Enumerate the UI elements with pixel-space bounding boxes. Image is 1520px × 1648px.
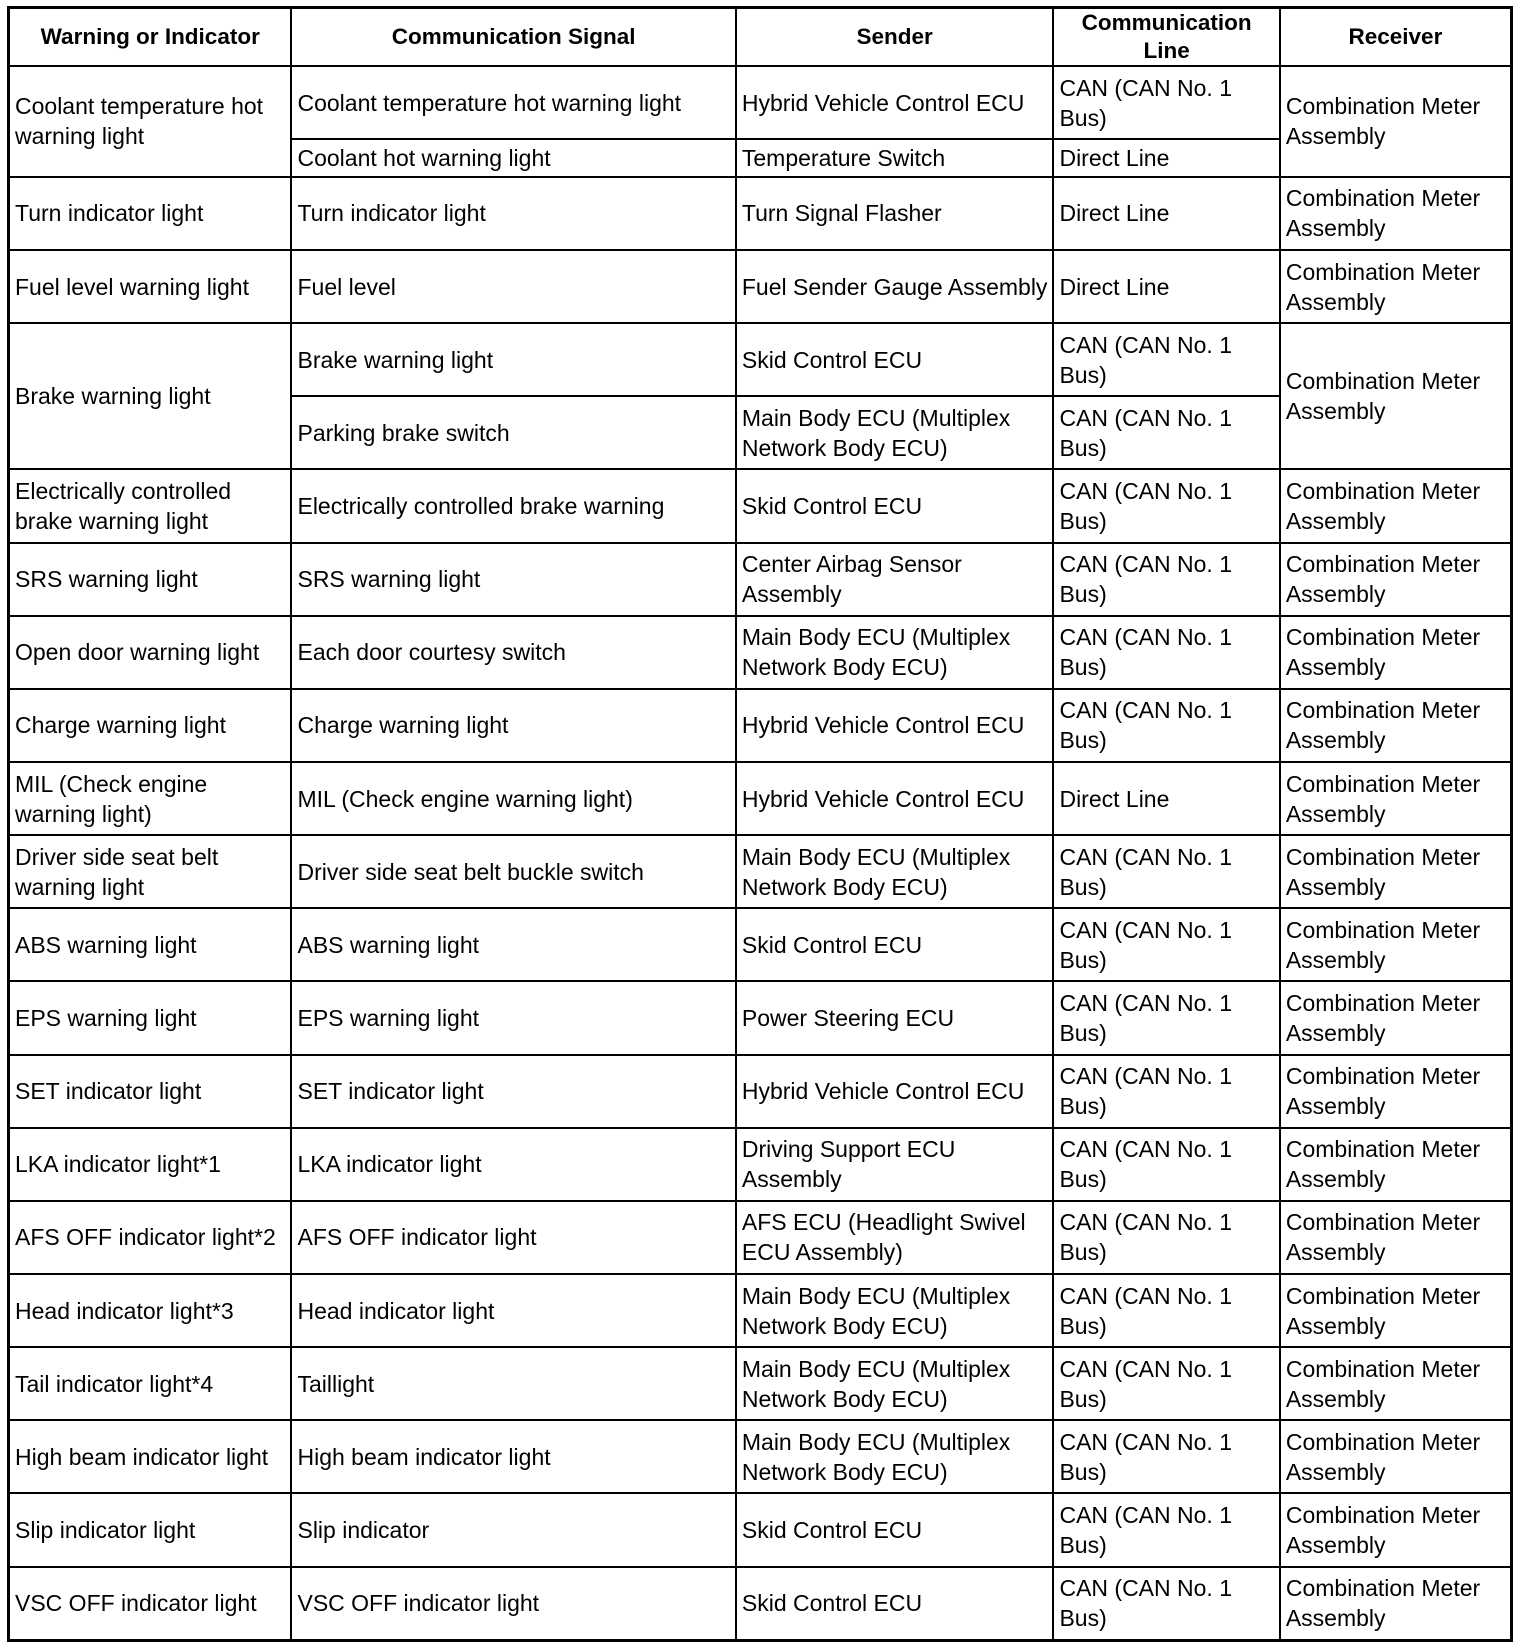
table-row [9, 1055, 1512, 1128]
line-cell: CAN (CAN No. 1 Bus) [1053, 616, 1279, 689]
signal-cell: Driver side seat belt buckle switch [291, 835, 735, 908]
sender-cell: Hybrid Vehicle Control ECU [736, 66, 1054, 139]
sender-cell: Hybrid Vehicle Control ECU [736, 1055, 1054, 1128]
line-cell: CAN (CAN No. 1 Bus) [1053, 323, 1279, 396]
sender-cell: Center Airbag Sensor Assembly [736, 543, 1054, 616]
signal-cell: Coolant hot warning light [291, 139, 735, 177]
table-row [9, 1347, 1512, 1420]
receiver-cell: Combination Meter Assembly [1280, 1274, 1512, 1347]
signal-cell: AFS OFF indicator light [291, 1201, 735, 1274]
table-row [9, 469, 1512, 542]
table-row [9, 908, 1512, 981]
line-cell: Direct Line [1053, 177, 1279, 250]
indicator-cell: MIL (Check engine warning light) [9, 762, 292, 835]
receiver-cell: Combination Meter Assembly [1280, 1128, 1512, 1201]
indicator-cell: VSC OFF indicator light [9, 1567, 292, 1641]
line-cell: CAN (CAN No. 1 Bus) [1053, 1420, 1279, 1493]
sender-cell: Skid Control ECU [736, 908, 1054, 981]
receiver-cell: Combination Meter Assembly [1280, 177, 1512, 250]
table-row [9, 1274, 1512, 1347]
table-row [9, 981, 1512, 1054]
table-row [9, 1493, 1512, 1566]
signal-cell: Brake warning light [291, 323, 735, 396]
sender-cell: Main Body ECU (Multiplex Network Body ECU) [736, 835, 1054, 908]
signal-cell: Each door courtesy switch [291, 616, 735, 689]
line-cell: CAN (CAN No. 1 Bus) [1053, 835, 1279, 908]
indicator-cell: High beam indicator light [9, 1420, 292, 1493]
receiver-cell: Combination Meter Assembly [1280, 323, 1512, 469]
receiver-cell: Combination Meter Assembly [1280, 835, 1512, 908]
line-cell: CAN (CAN No. 1 Bus) [1053, 981, 1279, 1054]
sender-cell: Main Body ECU (Multiplex Network Body ECU) [736, 1420, 1054, 1493]
signal-cell: EPS warning light [291, 981, 735, 1054]
sender-cell: Main Body ECU (Multiplex Network Body ECU) [736, 1274, 1054, 1347]
signal-cell: MIL (Check engine warning light) [291, 762, 735, 835]
table-row [9, 1201, 1512, 1274]
line-cell: Direct Line [1053, 139, 1279, 177]
indicator-cell: SET indicator light [9, 1055, 292, 1128]
indicator-cell: Charge warning light [9, 689, 292, 762]
table-row [9, 1420, 1512, 1493]
sender-cell: Skid Control ECU [736, 469, 1054, 542]
sender-cell: Main Body ECU (Multiplex Network Body ECU) [736, 396, 1054, 469]
table-row [9, 250, 1512, 323]
signal-cell: LKA indicator light [291, 1128, 735, 1201]
line-cell: CAN (CAN No. 1 Bus) [1053, 1274, 1279, 1347]
indicator-cell: Electrically controlled brake warning light [9, 469, 292, 542]
line-cell: CAN (CAN No. 1 Bus) [1053, 1567, 1279, 1641]
indicator-cell: ABS warning light [9, 908, 292, 981]
indicator-cell: SRS warning light [9, 543, 292, 616]
indicator-cell: Open door warning light [9, 616, 292, 689]
sender-cell: AFS ECU (Headlight Swivel ECU Assembly) [736, 1201, 1054, 1274]
signal-cell: Taillight [291, 1347, 735, 1420]
sender-cell: Skid Control ECU [736, 1567, 1054, 1641]
table-row [9, 323, 1512, 396]
line-cell: CAN (CAN No. 1 Bus) [1053, 396, 1279, 469]
signal-cell: SET indicator light [291, 1055, 735, 1128]
header-warning-or-indicator: Warning or Indicator [9, 8, 292, 67]
indicator-cell: Tail indicator light*4 [9, 1347, 292, 1420]
sender-cell: Main Body ECU (Multiplex Network Body ECU) [736, 1347, 1054, 1420]
line-cell: CAN (CAN No. 1 Bus) [1053, 1493, 1279, 1566]
signal-cell: Parking brake switch [291, 396, 735, 469]
signal-cell: Turn indicator light [291, 177, 735, 250]
sender-cell: Skid Control ECU [736, 1493, 1054, 1566]
sender-cell: Main Body ECU (Multiplex Network Body ECU) [736, 616, 1054, 689]
indicator-cell: Driver side seat belt warning light [9, 835, 292, 908]
table-row [9, 1128, 1512, 1201]
signal-cell: Fuel level [291, 250, 735, 323]
table-row [9, 1567, 1512, 1641]
sender-cell: Skid Control ECU [736, 323, 1054, 396]
signal-cell: VSC OFF indicator light [291, 1567, 735, 1641]
table-row [9, 835, 1512, 908]
header-sender: Sender [736, 8, 1054, 67]
sender-cell: Turn Signal Flasher [736, 177, 1054, 250]
sender-cell: Hybrid Vehicle Control ECU [736, 689, 1054, 762]
receiver-cell: Combination Meter Assembly [1280, 1055, 1512, 1128]
line-cell: CAN (CAN No. 1 Bus) [1053, 1128, 1279, 1201]
receiver-cell: Combination Meter Assembly [1280, 250, 1512, 323]
indicator-cell: EPS warning light [9, 981, 292, 1054]
indicator-cell: Brake warning light [9, 323, 292, 469]
receiver-cell: Combination Meter Assembly [1280, 1347, 1512, 1420]
table-row [9, 762, 1512, 835]
line-cell: CAN (CAN No. 1 Bus) [1053, 689, 1279, 762]
line-cell: Direct Line [1053, 762, 1279, 835]
receiver-cell: Combination Meter Assembly [1280, 762, 1512, 835]
receiver-cell: Combination Meter Assembly [1280, 469, 1512, 542]
receiver-cell: Combination Meter Assembly [1280, 981, 1512, 1054]
signal-cell: Head indicator light [291, 1274, 735, 1347]
line-cell: CAN (CAN No. 1 Bus) [1053, 908, 1279, 981]
table-body [9, 66, 1512, 1641]
receiver-cell: Combination Meter Assembly [1280, 1201, 1512, 1274]
table-row [9, 177, 1512, 250]
sender-cell: Fuel Sender Gauge Assembly [736, 250, 1054, 323]
header-communication-line: Communication Line [1053, 8, 1279, 67]
indicator-cell: LKA indicator light*1 [9, 1128, 292, 1201]
receiver-cell: Combination Meter Assembly [1280, 1420, 1512, 1493]
indicator-cell: Head indicator light*3 [9, 1274, 292, 1347]
line-cell: CAN (CAN No. 1 Bus) [1053, 66, 1279, 139]
sender-cell: Temperature Switch [736, 139, 1054, 177]
sender-cell: Power Steering ECU [736, 981, 1054, 1054]
receiver-cell: Combination Meter Assembly [1280, 1567, 1512, 1641]
table-row [9, 689, 1512, 762]
receiver-cell: Combination Meter Assembly [1280, 1493, 1512, 1566]
receiver-cell: Combination Meter Assembly [1280, 66, 1512, 177]
receiver-cell: Combination Meter Assembly [1280, 908, 1512, 981]
table-row [9, 543, 1512, 616]
indicator-cell: Slip indicator light [9, 1493, 292, 1566]
table-row [9, 616, 1512, 689]
receiver-cell: Combination Meter Assembly [1280, 689, 1512, 762]
line-cell: CAN (CAN No. 1 Bus) [1053, 543, 1279, 616]
header-row [9, 8, 1512, 67]
signal-cell: High beam indicator light [291, 1420, 735, 1493]
header-communication-signal: Communication Signal [291, 8, 735, 67]
line-cell: CAN (CAN No. 1 Bus) [1053, 1055, 1279, 1128]
sender-cell: Hybrid Vehicle Control ECU [736, 762, 1054, 835]
signal-cell: SRS warning light [291, 543, 735, 616]
communication-table [7, 6, 1513, 1642]
signal-cell: Slip indicator [291, 1493, 735, 1566]
line-cell: CAN (CAN No. 1 Bus) [1053, 469, 1279, 542]
table-row [9, 66, 1512, 139]
indicator-cell: Coolant temperature hot warning light [9, 66, 292, 177]
line-cell: CAN (CAN No. 1 Bus) [1053, 1347, 1279, 1420]
signal-cell: Charge warning light [291, 689, 735, 762]
sender-cell: Driving Support ECU Assembly [736, 1128, 1054, 1201]
indicator-cell: Fuel level warning light [9, 250, 292, 323]
line-cell: Direct Line [1053, 250, 1279, 323]
receiver-cell: Combination Meter Assembly [1280, 543, 1512, 616]
signal-cell: ABS warning light [291, 908, 735, 981]
receiver-cell: Combination Meter Assembly [1280, 616, 1512, 689]
header-receiver: Receiver [1280, 8, 1512, 67]
signal-cell: Coolant temperature hot warning light [291, 66, 735, 139]
indicator-cell: AFS OFF indicator light*2 [9, 1201, 292, 1274]
indicator-cell: Turn indicator light [9, 177, 292, 250]
signal-cell: Electrically controlled brake warning [291, 469, 735, 542]
line-cell: CAN (CAN No. 1 Bus) [1053, 1201, 1279, 1274]
